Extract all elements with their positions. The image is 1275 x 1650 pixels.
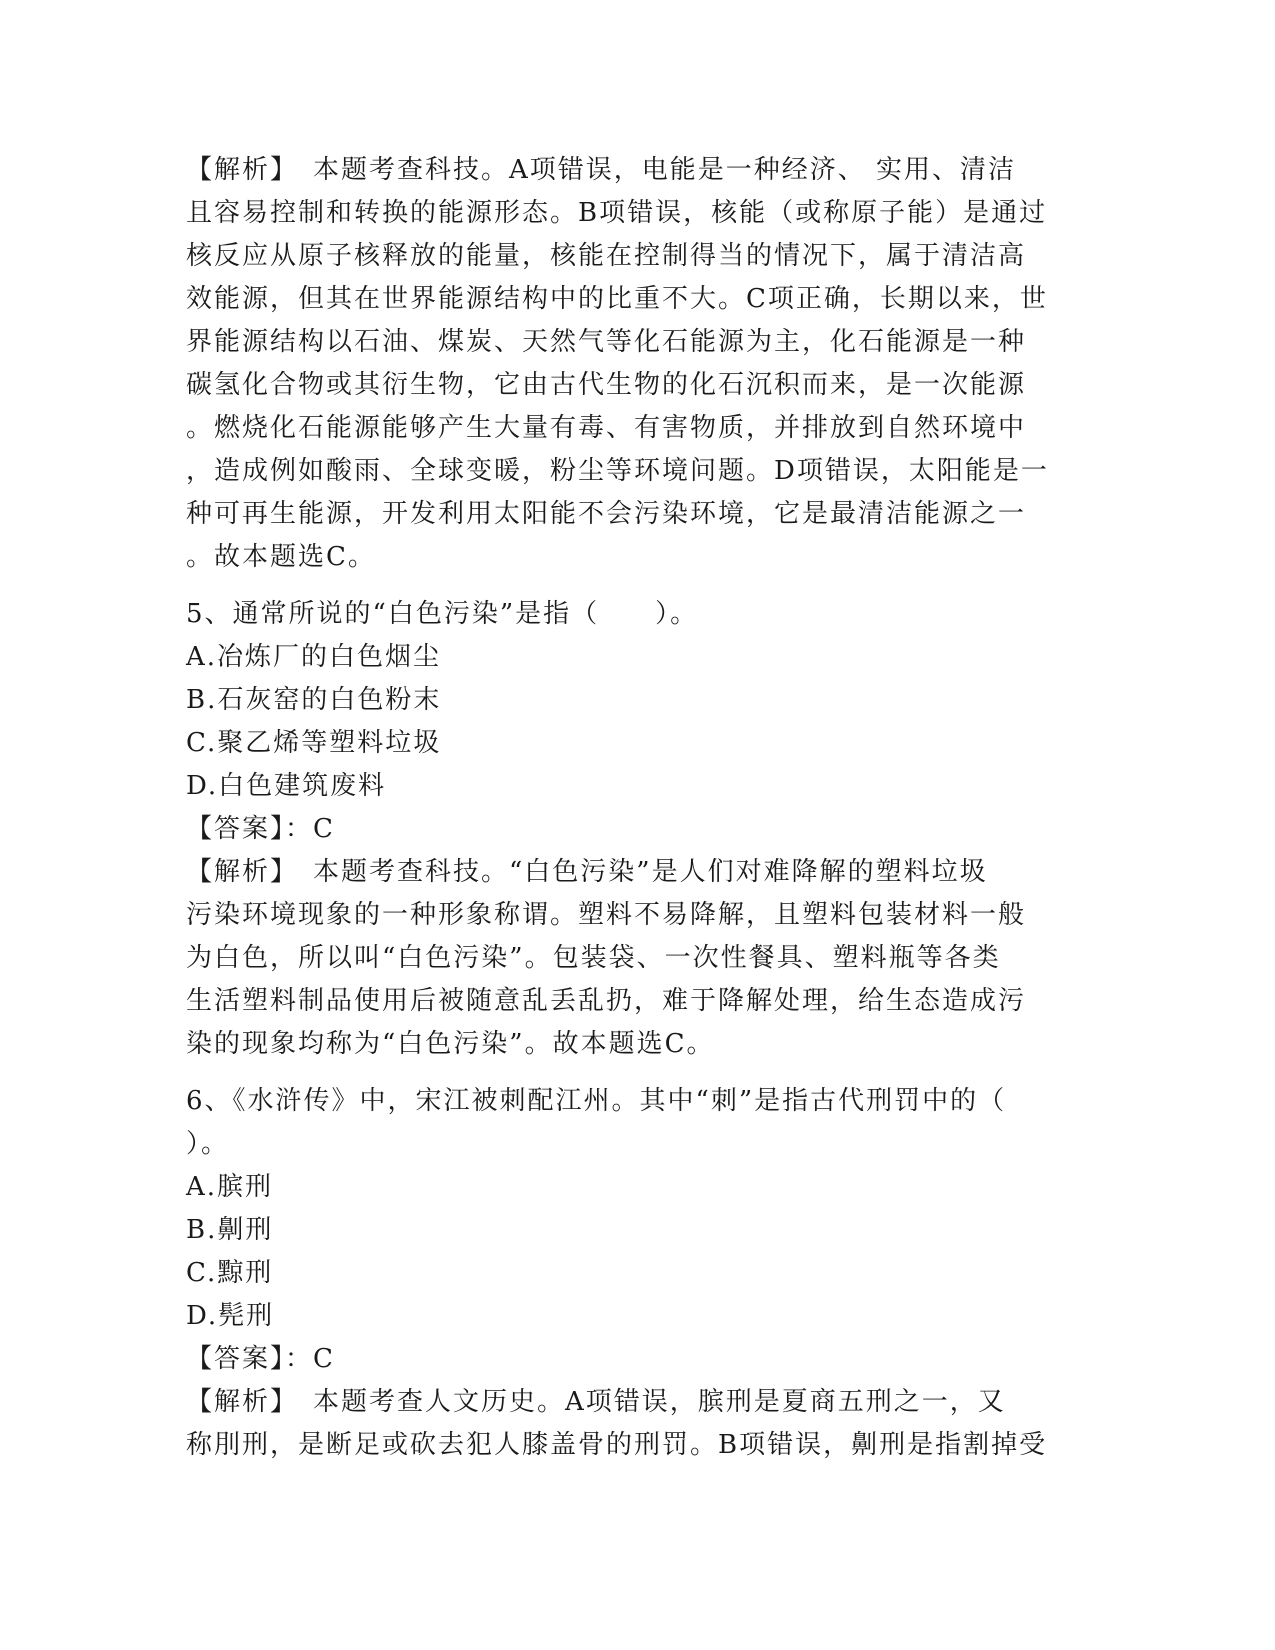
- analysis-line: 染的现象均称为“白色污染”。故本题选C。: [186, 1029, 715, 1059]
- analysis-line: 【解析】 本题考查科技。A项错误，电能是一种经济、 实用、清洁: [186, 155, 1017, 185]
- analysis-line: 核反应从原子核释放的能量，核能在控制得当的情况下，属于清洁高: [186, 241, 1027, 271]
- question-text: 6、《水浒传》中，宋江被刺配江州。其中“刺”是指古代刑罚中的（: [186, 1086, 1007, 1116]
- analysis-block-q4: [186, 149, 1090, 579]
- question-6: [186, 1080, 1090, 1467]
- question-text: 5、通常所说的“白色污染”是指（ ）。: [186, 599, 699, 629]
- option-b: B.石灰窑的白色粉末: [186, 685, 442, 715]
- analysis-line: 污染环境现象的一种形象称谓。塑料不易降解，且塑料包装材料一般: [186, 900, 1027, 930]
- analysis-line: 称刖刑，是断足或砍去犯人膝盖骨的刑罚。B项错误，劓刑是指割掉受: [186, 1430, 1048, 1460]
- answer-line: 【答案】：C: [186, 814, 335, 844]
- option-b: B.劓刑: [186, 1215, 274, 1245]
- answer-line: 【答案】：C: [186, 1344, 335, 1374]
- analysis-line: 碳氢化合物或其衍生物，它由古代生物的化石沉积而来，是一次能源: [186, 370, 1027, 400]
- option-a: A.膑刑: [186, 1172, 274, 1202]
- document-body: [186, 149, 1090, 1467]
- question-text: ）。: [186, 1129, 230, 1159]
- analysis-line: 【解析】 本题考查人文历史。A项错误，膑刑是夏商五刑之一，又: [186, 1387, 1006, 1417]
- analysis-line: 。故本题选C。: [186, 542, 376, 572]
- spacer: [186, 1066, 1090, 1080]
- spacer: [186, 579, 1090, 593]
- analysis-line: 为白色，所以叫“白色污染”。包装袋、一次性餐具、塑料瓶等各类: [186, 943, 1001, 973]
- option-a: A.冶炼厂的白色烟尘: [186, 642, 442, 672]
- option-d: D.髡刑: [186, 1301, 275, 1331]
- analysis-line: 且容易控制和转换的能源形态。B项错误，核能（或称原子能）是通过: [186, 198, 1048, 228]
- analysis-line: 生活塑料制品使用后被随意乱丢乱扔，难于降解处理，给生态造成污: [186, 986, 1027, 1016]
- analysis-line: 界能源结构以石油、煤炭、天然气等化石能源为主，化石能源是一种: [186, 327, 1027, 357]
- option-c: C.聚乙烯等塑料垃圾: [186, 728, 442, 758]
- option-c: C.黥刑: [186, 1258, 274, 1288]
- analysis-line: 效能源，但其在世界能源结构中的比重不大。C项正确，长期以来，世: [186, 284, 1048, 314]
- analysis-line: 【解析】 本题考查科技。“白色污染”是人们对难降解的塑料垃圾: [186, 857, 988, 887]
- analysis-line: ，造成例如酸雨、全球变暖，粉尘等环境问题。D项错误，太阳能是一: [186, 456, 1049, 486]
- analysis-line: 种可再生能源，开发利用太阳能不会污染环境，它是最清洁能源之一: [186, 499, 1027, 529]
- question-5: [186, 593, 1090, 1066]
- option-d: D.白色建筑废料: [186, 771, 387, 801]
- analysis-line: 。燃烧化石能源能够产生大量有毒、有害物质，并排放到自然环境中: [186, 413, 1027, 443]
